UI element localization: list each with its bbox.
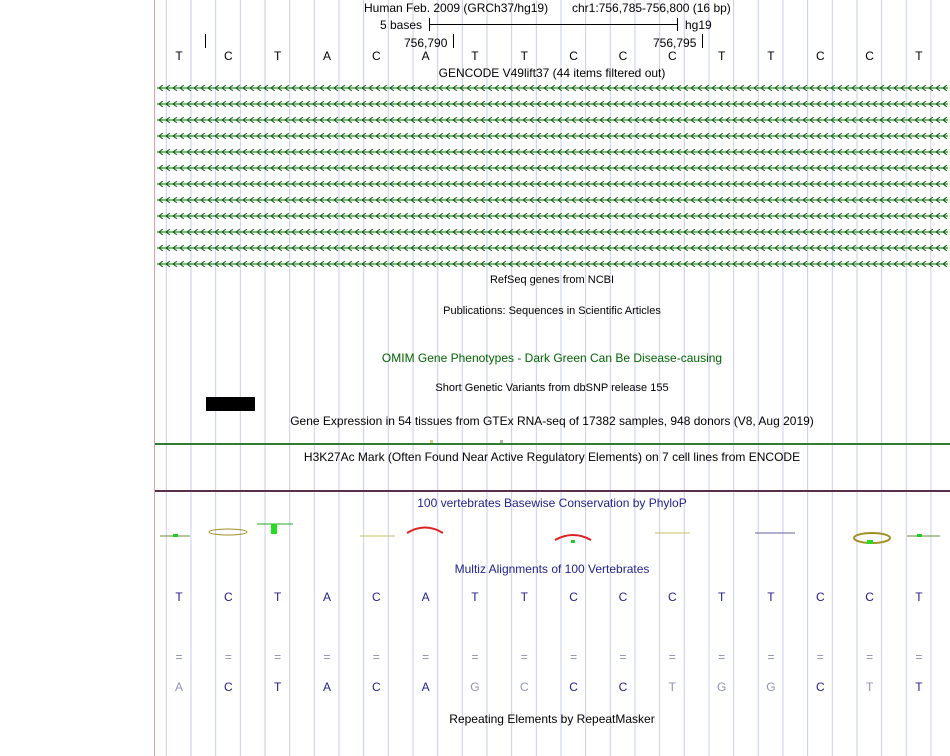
alignment-base: C bbox=[667, 590, 677, 604]
alignment-base: C bbox=[223, 590, 233, 604]
alignment-base: = bbox=[816, 650, 824, 664]
dna-base: A bbox=[421, 49, 430, 63]
gencode-gene-line[interactable] bbox=[157, 165, 948, 171]
alignment-base: C bbox=[618, 680, 628, 694]
gtex-baseline bbox=[155, 443, 950, 445]
dna-base: C bbox=[223, 49, 233, 63]
alignment-base: = bbox=[668, 650, 676, 664]
dna-base: C bbox=[667, 49, 677, 63]
alignment-base: = bbox=[422, 650, 430, 664]
alignment-base: T bbox=[915, 680, 923, 694]
cons-track-title: 100 vertebrates Basewise Conservation by PhyloP bbox=[417, 496, 687, 510]
alignment-base: T bbox=[668, 680, 676, 694]
alignment-base: T bbox=[717, 590, 726, 604]
h3k27ac-track-title: H3K27Ac Mark (Often Found Near Active Regulatory Elements) on 7 cell lines from ENCODE bbox=[303, 450, 801, 464]
dna-base: C bbox=[865, 49, 874, 63]
alignment-base: = bbox=[619, 650, 627, 664]
scale-bar-right-tick bbox=[677, 18, 678, 31]
alignment-base: C bbox=[371, 590, 381, 604]
gencode-gene-line[interactable] bbox=[157, 213, 948, 219]
alignment-base: T bbox=[865, 680, 874, 694]
alignment-base: G bbox=[716, 680, 727, 694]
alignment-base: G bbox=[470, 680, 480, 694]
alignment-base: C bbox=[371, 680, 381, 694]
gencode-track-title: GENCODE V49lift37 (44 items filtered out) bbox=[438, 66, 666, 80]
assembly-text: Human Feb. 2009 (GRCh37/hg19) bbox=[364, 1, 549, 15]
repeatmasker-track-title: Repeating Elements by RepeatMasker bbox=[449, 712, 655, 726]
alignment-base: = bbox=[520, 650, 528, 664]
alignment-base: C bbox=[569, 590, 578, 604]
alignment-base: C bbox=[815, 680, 825, 694]
alignment-base: C bbox=[223, 680, 233, 694]
alignment-base: = bbox=[274, 650, 282, 664]
alignment-base: = bbox=[372, 650, 380, 664]
dna-base: A bbox=[322, 49, 331, 63]
gtex-track-title: Gene Expression in 54 tissues from GTEx RNA-seq of 17382 samples, 948 donors (V8, Aug 2019) bbox=[290, 414, 814, 428]
alignment-base: T bbox=[915, 590, 923, 604]
ruler-tick bbox=[453, 34, 454, 48]
scale-text: 5 bases bbox=[380, 18, 423, 32]
gtex-mark bbox=[500, 440, 503, 443]
dna-base: T bbox=[915, 49, 923, 63]
gencode-gene-line[interactable] bbox=[157, 245, 948, 251]
coord-label-2: 756,795 bbox=[653, 36, 697, 50]
alignment-base: T bbox=[471, 590, 479, 604]
ruler-tick bbox=[205, 34, 206, 48]
gtex-mark bbox=[430, 440, 433, 443]
dbsnp-track-title: Short Genetic Variants from dbSNP release 155 bbox=[435, 382, 669, 394]
dna-base: T bbox=[717, 49, 726, 63]
gencode-gene-line[interactable] bbox=[157, 261, 948, 267]
alignment-base: C bbox=[865, 590, 874, 604]
alignment-base: A bbox=[421, 680, 430, 694]
refseq-track-title: RefSeq genes from NCBI bbox=[489, 274, 615, 286]
ruler-tick bbox=[702, 34, 703, 48]
pubs-track-title: Publications: Sequences in Scientific Articles bbox=[443, 305, 661, 317]
coord-label-1: 756,790 bbox=[404, 36, 448, 50]
gencode-gene-line[interactable] bbox=[157, 229, 948, 235]
dna-base: C bbox=[371, 49, 381, 63]
alignment-base: C bbox=[519, 680, 529, 694]
scale-bar bbox=[429, 24, 678, 25]
alignment-base: T bbox=[767, 590, 775, 604]
alignment-base: C bbox=[569, 680, 578, 694]
gencode-gene-line[interactable] bbox=[157, 149, 948, 155]
dna-base: C bbox=[815, 49, 825, 63]
gencode-gene-line[interactable] bbox=[157, 133, 948, 139]
alignment-base: A bbox=[322, 680, 331, 694]
alignment-base: = bbox=[323, 650, 331, 664]
alignment-base: T bbox=[273, 680, 282, 694]
alignment-base: T bbox=[273, 590, 282, 604]
dna-base: T bbox=[767, 49, 775, 63]
dna-base: C bbox=[569, 49, 578, 63]
dna-base: C bbox=[618, 49, 628, 63]
alignment-base: = bbox=[915, 650, 923, 664]
gencode-gene-line[interactable] bbox=[157, 181, 948, 187]
scale-bar-left-tick bbox=[429, 18, 430, 31]
alignment-base: = bbox=[175, 650, 183, 664]
dna-base: T bbox=[175, 49, 183, 63]
alignment-base: = bbox=[866, 650, 874, 664]
gencode-gene-line[interactable] bbox=[157, 197, 948, 203]
gencode-gene-line[interactable] bbox=[157, 101, 948, 107]
alignment-base: A bbox=[174, 680, 184, 694]
conservation-wiggle[interactable] bbox=[155, 516, 950, 552]
alignment-base: G bbox=[766, 680, 776, 694]
panel-divider bbox=[154, 0, 155, 756]
alignment-base: C bbox=[618, 590, 628, 604]
base-position-guidelines bbox=[155, 0, 950, 756]
alignment-base: T bbox=[175, 590, 183, 604]
gencode-gene-line[interactable] bbox=[157, 117, 948, 123]
alignment-base: A bbox=[421, 590, 430, 604]
alignment-base: = bbox=[224, 650, 232, 664]
scale-db: hg19 bbox=[685, 18, 712, 32]
alignment-base: A bbox=[322, 590, 331, 604]
dna-base: T bbox=[273, 49, 282, 63]
alignment-base: = bbox=[718, 650, 726, 664]
alignment-base: = bbox=[570, 650, 578, 664]
multiz-track-title: Multiz Alignments of 100 Vertebrates bbox=[454, 562, 650, 576]
dbsnp-variant-block[interactable] bbox=[206, 397, 255, 411]
dna-base: T bbox=[520, 49, 528, 63]
dna-base: T bbox=[471, 49, 479, 63]
alignment-base: = bbox=[767, 650, 775, 664]
alignment-base: T bbox=[520, 590, 528, 604]
alignment-base: = bbox=[471, 650, 479, 664]
alignment-base: C bbox=[815, 590, 825, 604]
h3k27ac-baseline bbox=[155, 490, 950, 492]
omim-track-title: OMIM Gene Phenotypes - Dark Green Can Be Disease-causing bbox=[381, 351, 723, 365]
position-text: chr1:756,785-756,800 (16 bp) bbox=[572, 1, 731, 15]
gencode-gene-line[interactable] bbox=[157, 85, 948, 91]
track-label-panel bbox=[0, 0, 154, 756]
